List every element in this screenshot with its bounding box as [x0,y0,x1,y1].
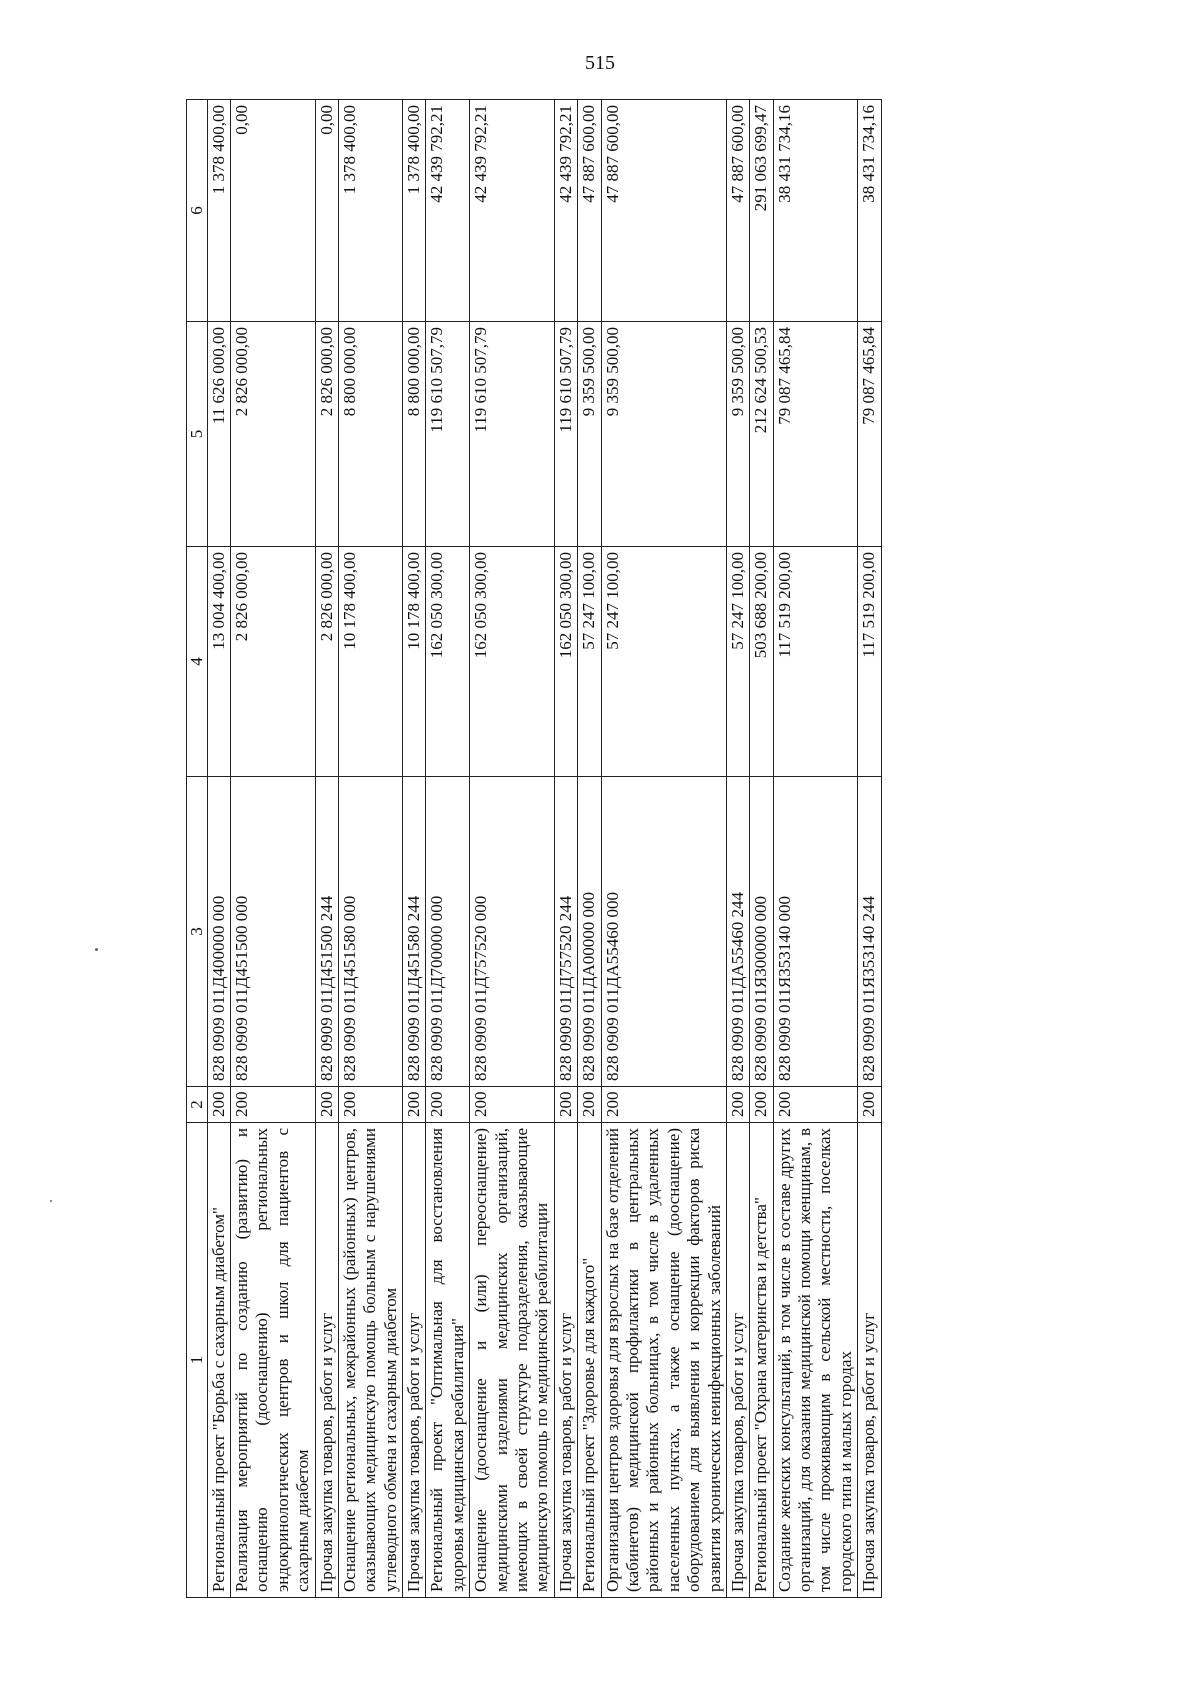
row-amount-col5: 119 610 507,79 [554,322,577,547]
row-amount-col6: 0,00 [230,100,315,322]
row-budget-classification: 828 0909 011Д451500 244 [315,777,338,1087]
row-budget-classification: 828 0909 011ДА55460 000 [601,777,726,1087]
row-code: 200 [230,1087,315,1123]
row-amount-col4: 2 826 000,00 [230,547,315,777]
row-description: Региональный проект "Оптимальная для восстановления здоровья медицинская реабилитация" [426,1123,470,1598]
row-amount-col5: 119 610 507,79 [426,322,470,547]
row-description: Создание женских консультаций, в том числе в составе других организаций, для оказания медицинской помощи женщинам, в том числе проживающим в сельской местности, поселках городского типа и малых городах [773,1123,858,1598]
row-code: 200 [403,1087,426,1123]
row-amount-col6: 1 378 400,00 [403,100,426,322]
row-amount-col5: 9 359 500,00 [601,322,726,547]
table-header-row [187,100,208,1598]
row-amount-col6: 47 887 600,00 [726,100,749,322]
table-row [601,100,726,1598]
row-amount-col6: 0,00 [315,100,338,322]
table-row [773,100,858,1598]
row-amount-col6: 1 378 400,00 [207,100,230,322]
row-budget-classification: 828 0909 011Д400000 000 [207,777,230,1087]
row-code: 200 [207,1087,230,1123]
row-description: Прочая закупка товаров, работ и услуг [403,1123,426,1598]
row-amount-col4: 57 247 100,00 [726,547,749,777]
row-budget-classification: 828 0909 011Д451580 000 [338,777,402,1087]
row-amount-col5: 9 359 500,00 [726,322,749,547]
row-code: 200 [315,1087,338,1123]
table-row [750,100,773,1598]
row-amount-col5: 212 624 500,53 [750,322,773,547]
table-row [470,100,555,1598]
row-description: Прочая закупка товаров, работ и услуг [315,1123,338,1598]
row-description: Оснащение (дооснащение и (или) переоснащение) медицинскими изделиями медицинских организаций, имеющих в своей структуре подразделения, оказывающие медицинскую помощь по медицинской реабилитации [470,1123,555,1598]
row-amount-col5: 119 610 507,79 [470,322,555,547]
column-header-3: 3 [187,777,208,1087]
table-row [426,100,470,1598]
row-amount-col4: 117 519 200,00 [858,547,881,777]
row-amount-col5: 2 826 000,00 [230,322,315,547]
table-row [578,100,601,1598]
column-header-2: 2 [187,1087,208,1123]
row-amount-col6: 38 431 734,16 [773,100,858,322]
table-row [403,100,426,1598]
row-code: 200 [858,1087,881,1123]
row-amount-col4: 10 178 400,00 [338,547,402,777]
row-budget-classification: 828 0909 011Я353140 244 [858,777,881,1087]
column-header-1: 1 [187,1123,208,1598]
row-budget-classification: 828 0909 011Д451580 244 [403,777,426,1087]
row-amount-col6: 291 063 699,47 [750,100,773,322]
table-row [554,100,577,1598]
budget-table [186,99,882,1598]
row-code: 200 [554,1087,577,1123]
row-budget-classification: 828 0909 011ДА55460 244 [726,777,749,1087]
row-amount-col4: 57 247 100,00 [578,547,601,777]
row-description: Организация центров здоровья для взрослых на базе отделений (кабинетов) медицинской профилактики в центральных районных и районных больницах, в том числе в удаленных населенных пунктах, а также оснащение (дооснащение) оборудованием для выявления и коррекции факторов риска развития хронических неинфекционных заболеваний [601,1123,726,1598]
row-amount-col5: 11 626 000,00 [207,322,230,547]
row-description: Региональный проект "Здоровье для каждого" [578,1123,601,1598]
row-description: Прочая закупка товаров, работ и услуг [554,1123,577,1598]
row-description: Прочая закупка товаров, работ и услуг [858,1123,881,1598]
row-amount-col4: 162 050 300,00 [470,547,555,777]
row-budget-classification: 828 0909 011Д700000 000 [426,777,470,1087]
row-code: 200 [601,1087,726,1123]
row-description: Региональный проект "Борьба с сахарным диабетом" [207,1123,230,1598]
row-budget-classification: 828 0909 011Д757520 244 [554,777,577,1087]
row-amount-col6: 42 439 792,21 [554,100,577,322]
row-budget-classification: 828 0909 011Я300000 000 [750,777,773,1087]
row-amount-col4: 57 247 100,00 [601,547,726,777]
row-amount-col6: 42 439 792,21 [426,100,470,322]
row-code: 200 [578,1087,601,1123]
row-amount-col4: 13 004 400,00 [207,547,230,777]
row-amount-col4: 503 688 200,00 [750,547,773,777]
row-amount-col4: 2 826 000,00 [315,547,338,777]
column-header-5: 5 [187,322,208,547]
row-amount-col5: 8 800 000,00 [403,322,426,547]
column-header-6: 6 [187,100,208,322]
row-amount-col6: 38 431 734,16 [858,100,881,322]
row-code: 200 [726,1087,749,1123]
row-amount-col4: 162 050 300,00 [426,547,470,777]
row-amount-col5: 2 826 000,00 [315,322,338,547]
row-amount-col4: 162 050 300,00 [554,547,577,777]
row-code: 200 [338,1087,402,1123]
scan-speck [95,948,98,951]
table-row [726,100,749,1598]
row-code: 200 [470,1087,555,1123]
table-row [338,100,402,1598]
table-body [207,100,881,1598]
table-row [858,100,881,1598]
row-code: 200 [773,1087,858,1123]
row-amount-col4: 117 519 200,00 [773,547,858,777]
row-description: Реализация мероприятий по созданию (развитию) и оснащению (дооснащению) региональных эндокринологических центров и школ для пациентов с сахарным диабетом [230,1123,315,1598]
rotated-table-wrapper [186,100,1012,1598]
page-number: 515 [585,52,615,74]
table-row [207,100,230,1598]
row-amount-col5: 79 087 465,84 [773,322,858,547]
row-amount-col5: 79 087 465,84 [858,322,881,547]
row-budget-classification: 828 0909 011ДА00000 000 [578,777,601,1087]
table-row [315,100,338,1598]
table-row [230,100,315,1598]
row-description: Оснащение региональных, межрайонных (районных) центров, оказывающих медицинскую помощь больным с нарушениями углеводного обмена и сахарным диабетом [338,1123,402,1598]
row-amount-col6: 47 887 600,00 [578,100,601,322]
row-amount-col6: 47 887 600,00 [601,100,726,322]
row-code: 200 [750,1087,773,1123]
row-code: 200 [426,1087,470,1123]
row-amount-col6: 1 378 400,00 [338,100,402,322]
row-amount-col6: 42 439 792,21 [470,100,555,322]
row-amount-col5: 9 359 500,00 [578,322,601,547]
row-amount-col5: 8 800 000,00 [338,322,402,547]
row-description: Прочая закупка товаров, работ и услуг [726,1123,749,1598]
row-budget-classification: 828 0909 011Д451500 000 [230,777,315,1087]
row-description: Региональный проект "Охрана материнства и детства" [750,1123,773,1598]
row-amount-col4: 10 178 400,00 [403,547,426,777]
scan-speck [50,1200,52,1202]
column-header-4: 4 [187,547,208,777]
row-budget-classification: 828 0909 011Я353140 000 [773,777,858,1087]
row-budget-classification: 828 0909 011Д757520 000 [470,777,555,1087]
